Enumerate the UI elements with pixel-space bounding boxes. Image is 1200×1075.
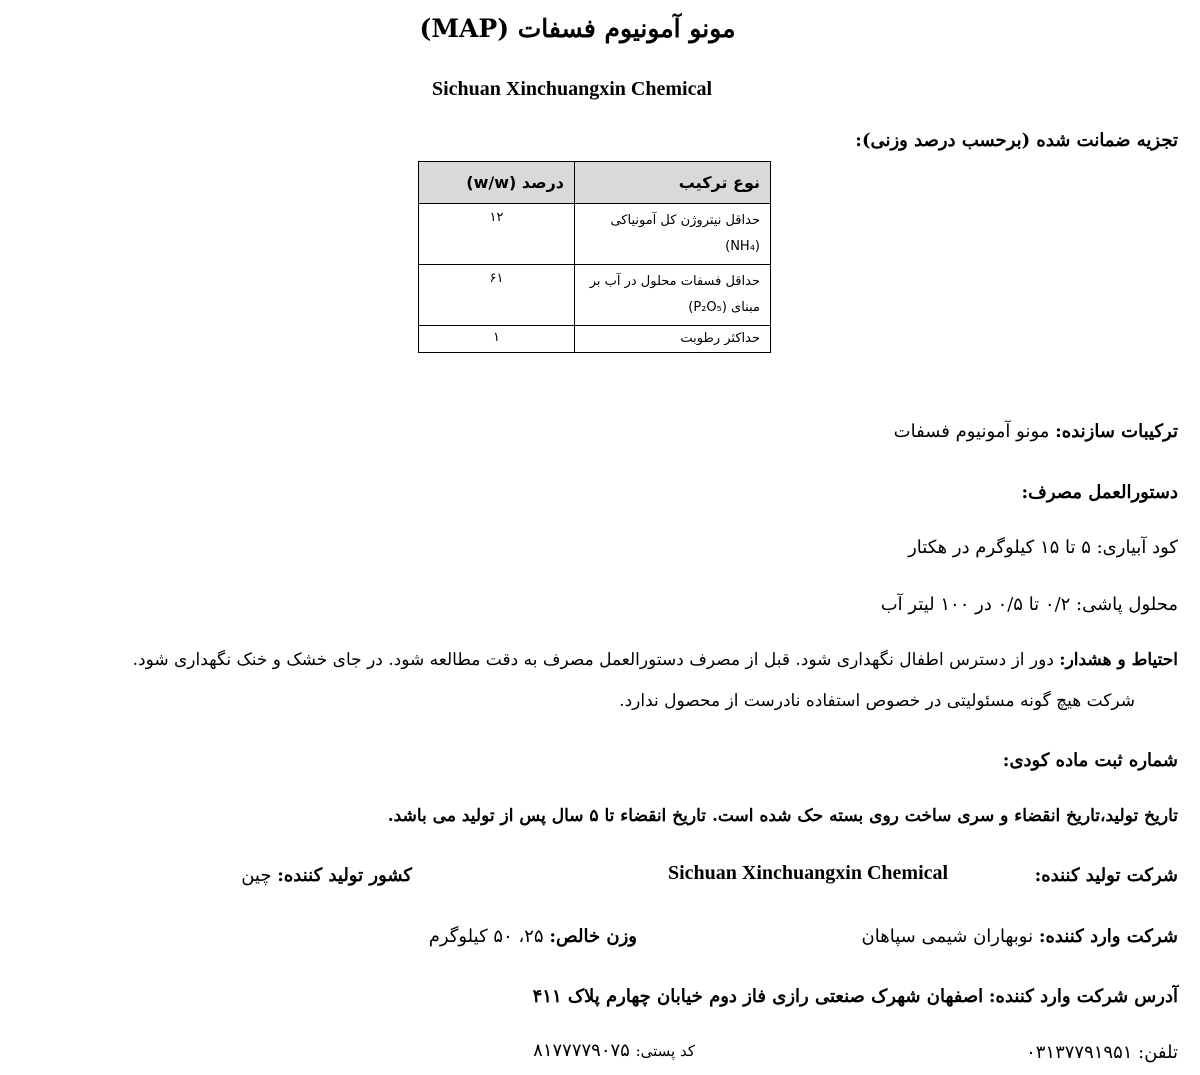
registration-label: شماره ثبت ماده کودی: [1002,750,1178,771]
table-row [419,265,771,326]
dates-text: تاریخ تولید،تاریخ انقضاء و سری ساخت روی بسته حک شده است. تاریخ انقضاء تا ۵ سال پس از تولید می باشد. [387,806,1178,826]
importer-line [862,926,1178,947]
compound-name: حداکثر رطوبت [575,326,771,353]
disclaimer-text: شرکت هیچ گونه مسئولیتی در خصوص استفاده نادرست از محصول ندارد. [619,691,1135,711]
usage-heading: دستورالعمل مصرف: [1021,482,1178,503]
address-line [533,986,1178,1007]
phone-value: ۰۳۱۳۷۷۹۱۹۵۱ [1026,1042,1133,1063]
analysis-heading: تجزیه ضمانت شده (برحسب درصد وزنی): [855,130,1178,151]
table-header-row [419,162,771,204]
importer-label: شرکت وارد کننده: [1038,926,1178,947]
postal-label: کد پستی: [635,1042,695,1060]
phone-label: تلفن: [1138,1042,1178,1063]
producer-name: Sichuan Xinchuangxin Chemical [668,862,949,884]
country-label: کشور تولید کننده: [277,865,412,886]
address-label: آدرس شرکت وارد کننده: [988,986,1178,1007]
warning-text: دور از دسترس اطفال نگهداری شود. قبل از مصرف دستورالعمل مصرف به دقت مطالعه شود. در جای خشک و خنک نگهداری شود. [132,650,1054,670]
warning-label: احتیاط و هشدار: [1059,650,1178,670]
warning-line [133,650,1178,670]
compound-value: ۱ [419,326,575,353]
analysis-table [418,161,771,353]
column-header-compound: نوع ترکیب [575,162,771,204]
compound-name: حداقل فسفات محلول در آب بر مبنای (P₂O₅) [575,265,771,326]
composition-label: ترکیبات سازنده: [1055,421,1178,442]
composition-line [894,421,1178,442]
compound-value: ۱۲ [419,204,575,265]
producer-country-line [241,865,412,886]
postal-line [533,1040,695,1061]
weight-value: ۲۵، ۵۰ کیلوگرم [428,926,544,947]
weight-label: وزن خالص: [549,926,637,947]
phone-line [1026,1042,1178,1063]
importer-name: نوبهاران شیمی سپاهان [861,926,1034,947]
compound-name: حداقل نیتروژن کل آمونیاکی (NH₄) [575,204,771,265]
composition-value: مونو آمونیوم فسفات [893,421,1050,442]
column-header-percent: درصد (w/w) [419,162,575,204]
weight-line [429,926,637,947]
usage-foliar: محلول پاشی: ۰/۲ تا ۰/۵ در ۱۰۰ لیتر آب [880,594,1178,615]
postal-value: ۸۱۷۷۷۷۹۰۷۵ [533,1040,630,1061]
page-title: مونو آمونیوم فسفات (MAP) [419,14,736,43]
address-text: اصفهان شهرک صنعتی رازی فاز دوم خیابان چهارم پلاک ۴۱۱ [532,986,984,1007]
page-subtitle: Sichuan Xinchuangxin Chemical [431,78,713,100]
country-value: چین [241,865,272,886]
usage-irrigation: کود آبیاری: ۵ تا ۱۵ کیلوگرم در هکتار [908,537,1178,558]
compound-value: ۶۱ [419,265,575,326]
table-row [419,204,771,265]
table-row [419,326,771,353]
producer-label: شرکت تولید کننده: [1034,865,1178,886]
